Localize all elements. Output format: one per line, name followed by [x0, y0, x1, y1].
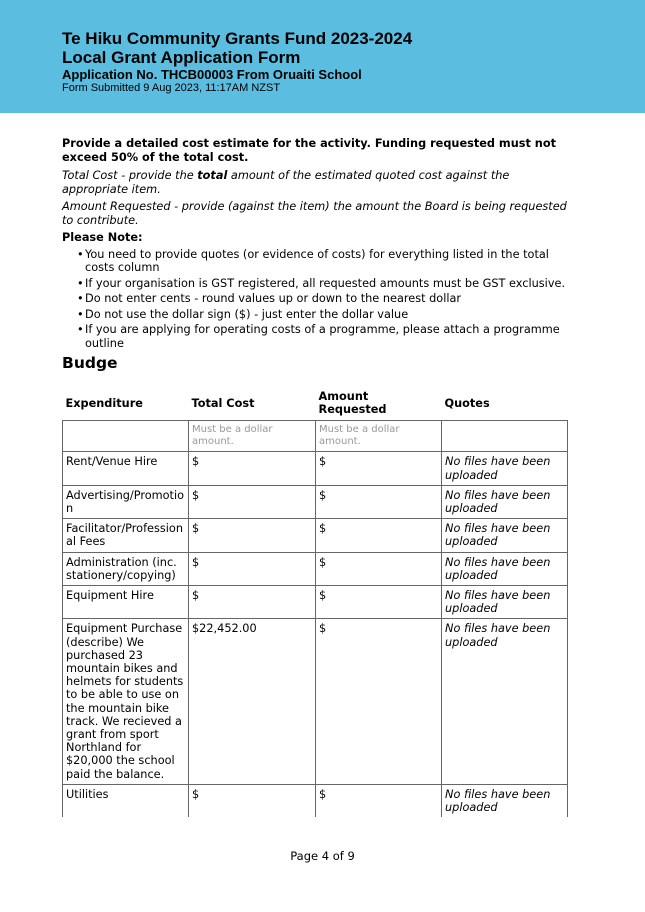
total-cost-cell: $ — [189, 519, 316, 552]
column-header-expenditure: Expenditure — [65, 396, 143, 410]
hint-row — [63, 421, 568, 452]
column-header-amount-requested: Amount Requested — [318, 390, 387, 417]
note-item — [78, 248, 572, 275]
note-text: Do not enter cents - round values up or down to the nearest dollar — [85, 292, 462, 305]
expenditure-cell: Utilities — [63, 784, 189, 817]
table-row — [63, 552, 568, 585]
quotes-cell: No files have been uploaded — [442, 485, 568, 518]
column-header-quotes: Quotes — [444, 396, 490, 410]
amount-requested-cell: $ — [316, 552, 442, 585]
instructions — [62, 137, 572, 352]
amount-requested-cell: $ — [316, 519, 442, 552]
note-text: If you are applying for operating costs of a programme, please attach a programme outline — [85, 323, 560, 350]
quotes-cell: No files have been uploaded — [442, 586, 568, 619]
expenditure-cell: Advertising/Promotion — [63, 485, 189, 518]
quotes-cell: No files have been uploaded — [442, 784, 568, 817]
total-emphasis: total — [197, 169, 228, 182]
total-cost-hint: Must be a dollar amount. — [189, 421, 316, 452]
quotes-cell: No files have been uploaded — [442, 452, 568, 485]
table-row — [63, 619, 568, 784]
note-heading: Please Note: — [62, 231, 143, 244]
hint-cell-empty — [442, 421, 568, 452]
bullet-icon: • — [77, 292, 84, 305]
expenditure-cell: Rent/Venue Hire — [63, 452, 189, 485]
amount-requested-instruction: Amount Requested - provide (against the item) the amount the Board is being requested to contribute. — [62, 200, 567, 227]
expenditure-cell: Equipment Purchase (describe) We purchased 23 mountain bikes and helmets for students to be able to use on the mountain bike track. We recieved a grant from sport Northland for $20,000 the school paid the balance. — [63, 619, 189, 784]
total-cost-text-end: amount of the estimated quoted cost against the appropriate item. — [62, 169, 510, 196]
budget-table — [62, 388, 568, 817]
fund-title: Te Hiku Community Grants Fund 2023-2024 — [62, 29, 413, 48]
instruction-heading: Provide a detailed cost estimate for the activity. Funding requested must not exceed 50% of the total cost. — [62, 137, 557, 164]
expenditure-cell: Facilitator/Professional Fees — [63, 519, 189, 552]
quotes-cell: No files have been uploaded — [442, 619, 568, 784]
table-header-row — [63, 388, 568, 421]
note-text: You need to provide quotes (or evidence of costs) for everything listed in the total costs column — [85, 247, 549, 274]
total-cost-cell: $ — [189, 485, 316, 518]
expenditure-cell: Administration (inc. stationery/copying) — [63, 552, 189, 585]
submission-timestamp: Form Submitted 9 Aug 2023, 11:17AM NZST — [62, 82, 281, 94]
amount-requested-cell: $ — [316, 784, 442, 817]
table-row — [63, 452, 568, 485]
hint-cell-empty — [63, 421, 189, 452]
total-cost-cell: $ — [189, 586, 316, 619]
note-item — [78, 323, 572, 350]
page-number: Page 4 of 9 — [290, 849, 355, 863]
bullet-icon: • — [77, 247, 84, 261]
note-item — [78, 308, 572, 322]
total-cost-cell: $ — [189, 784, 316, 817]
table-row — [63, 784, 568, 817]
expenditure-cell: Equipment Hire — [63, 586, 189, 619]
amount-requested-cell: $ — [316, 452, 442, 485]
amount-requested-cell: $ — [316, 619, 442, 784]
note-item — [78, 292, 572, 306]
total-cost-cell: $ — [189, 552, 316, 585]
page-header — [0, 0, 645, 113]
column-header-total-cost: Total Cost — [191, 396, 255, 410]
table-row — [63, 519, 568, 552]
quotes-cell: No files have been uploaded — [442, 552, 568, 585]
table-row — [63, 485, 568, 518]
note-text: Do not use the dollar sign ($) - just enter the dollar value — [85, 307, 409, 321]
bullet-icon: • — [77, 307, 84, 321]
form-title: Local Grant Application Form — [62, 48, 301, 67]
total-cost-cell: $22,452.00 — [189, 619, 316, 784]
total-cost-text: Total Cost - provide the — [62, 169, 198, 182]
quotes-cell: No files have been uploaded — [442, 519, 568, 552]
bullet-icon: • — [77, 323, 84, 336]
bullet-icon: • — [77, 276, 84, 290]
amount-requested-hint: Must be a dollar amount. — [316, 421, 442, 452]
notes-list — [62, 248, 572, 351]
total-cost-cell: $ — [189, 452, 316, 485]
total-cost-instruction — [62, 169, 572, 196]
section-title: Budge — [62, 354, 118, 372]
amount-requested-cell: $ — [316, 485, 442, 518]
table-row — [63, 586, 568, 619]
note-item — [78, 277, 572, 291]
application-number: Application No. THCB00003 From Oruaiti School — [62, 67, 362, 82]
amount-requested-cell: $ — [316, 586, 442, 619]
note-text: If your organisation is GST registered, all requested amounts must be GST exclusive. — [85, 276, 566, 290]
